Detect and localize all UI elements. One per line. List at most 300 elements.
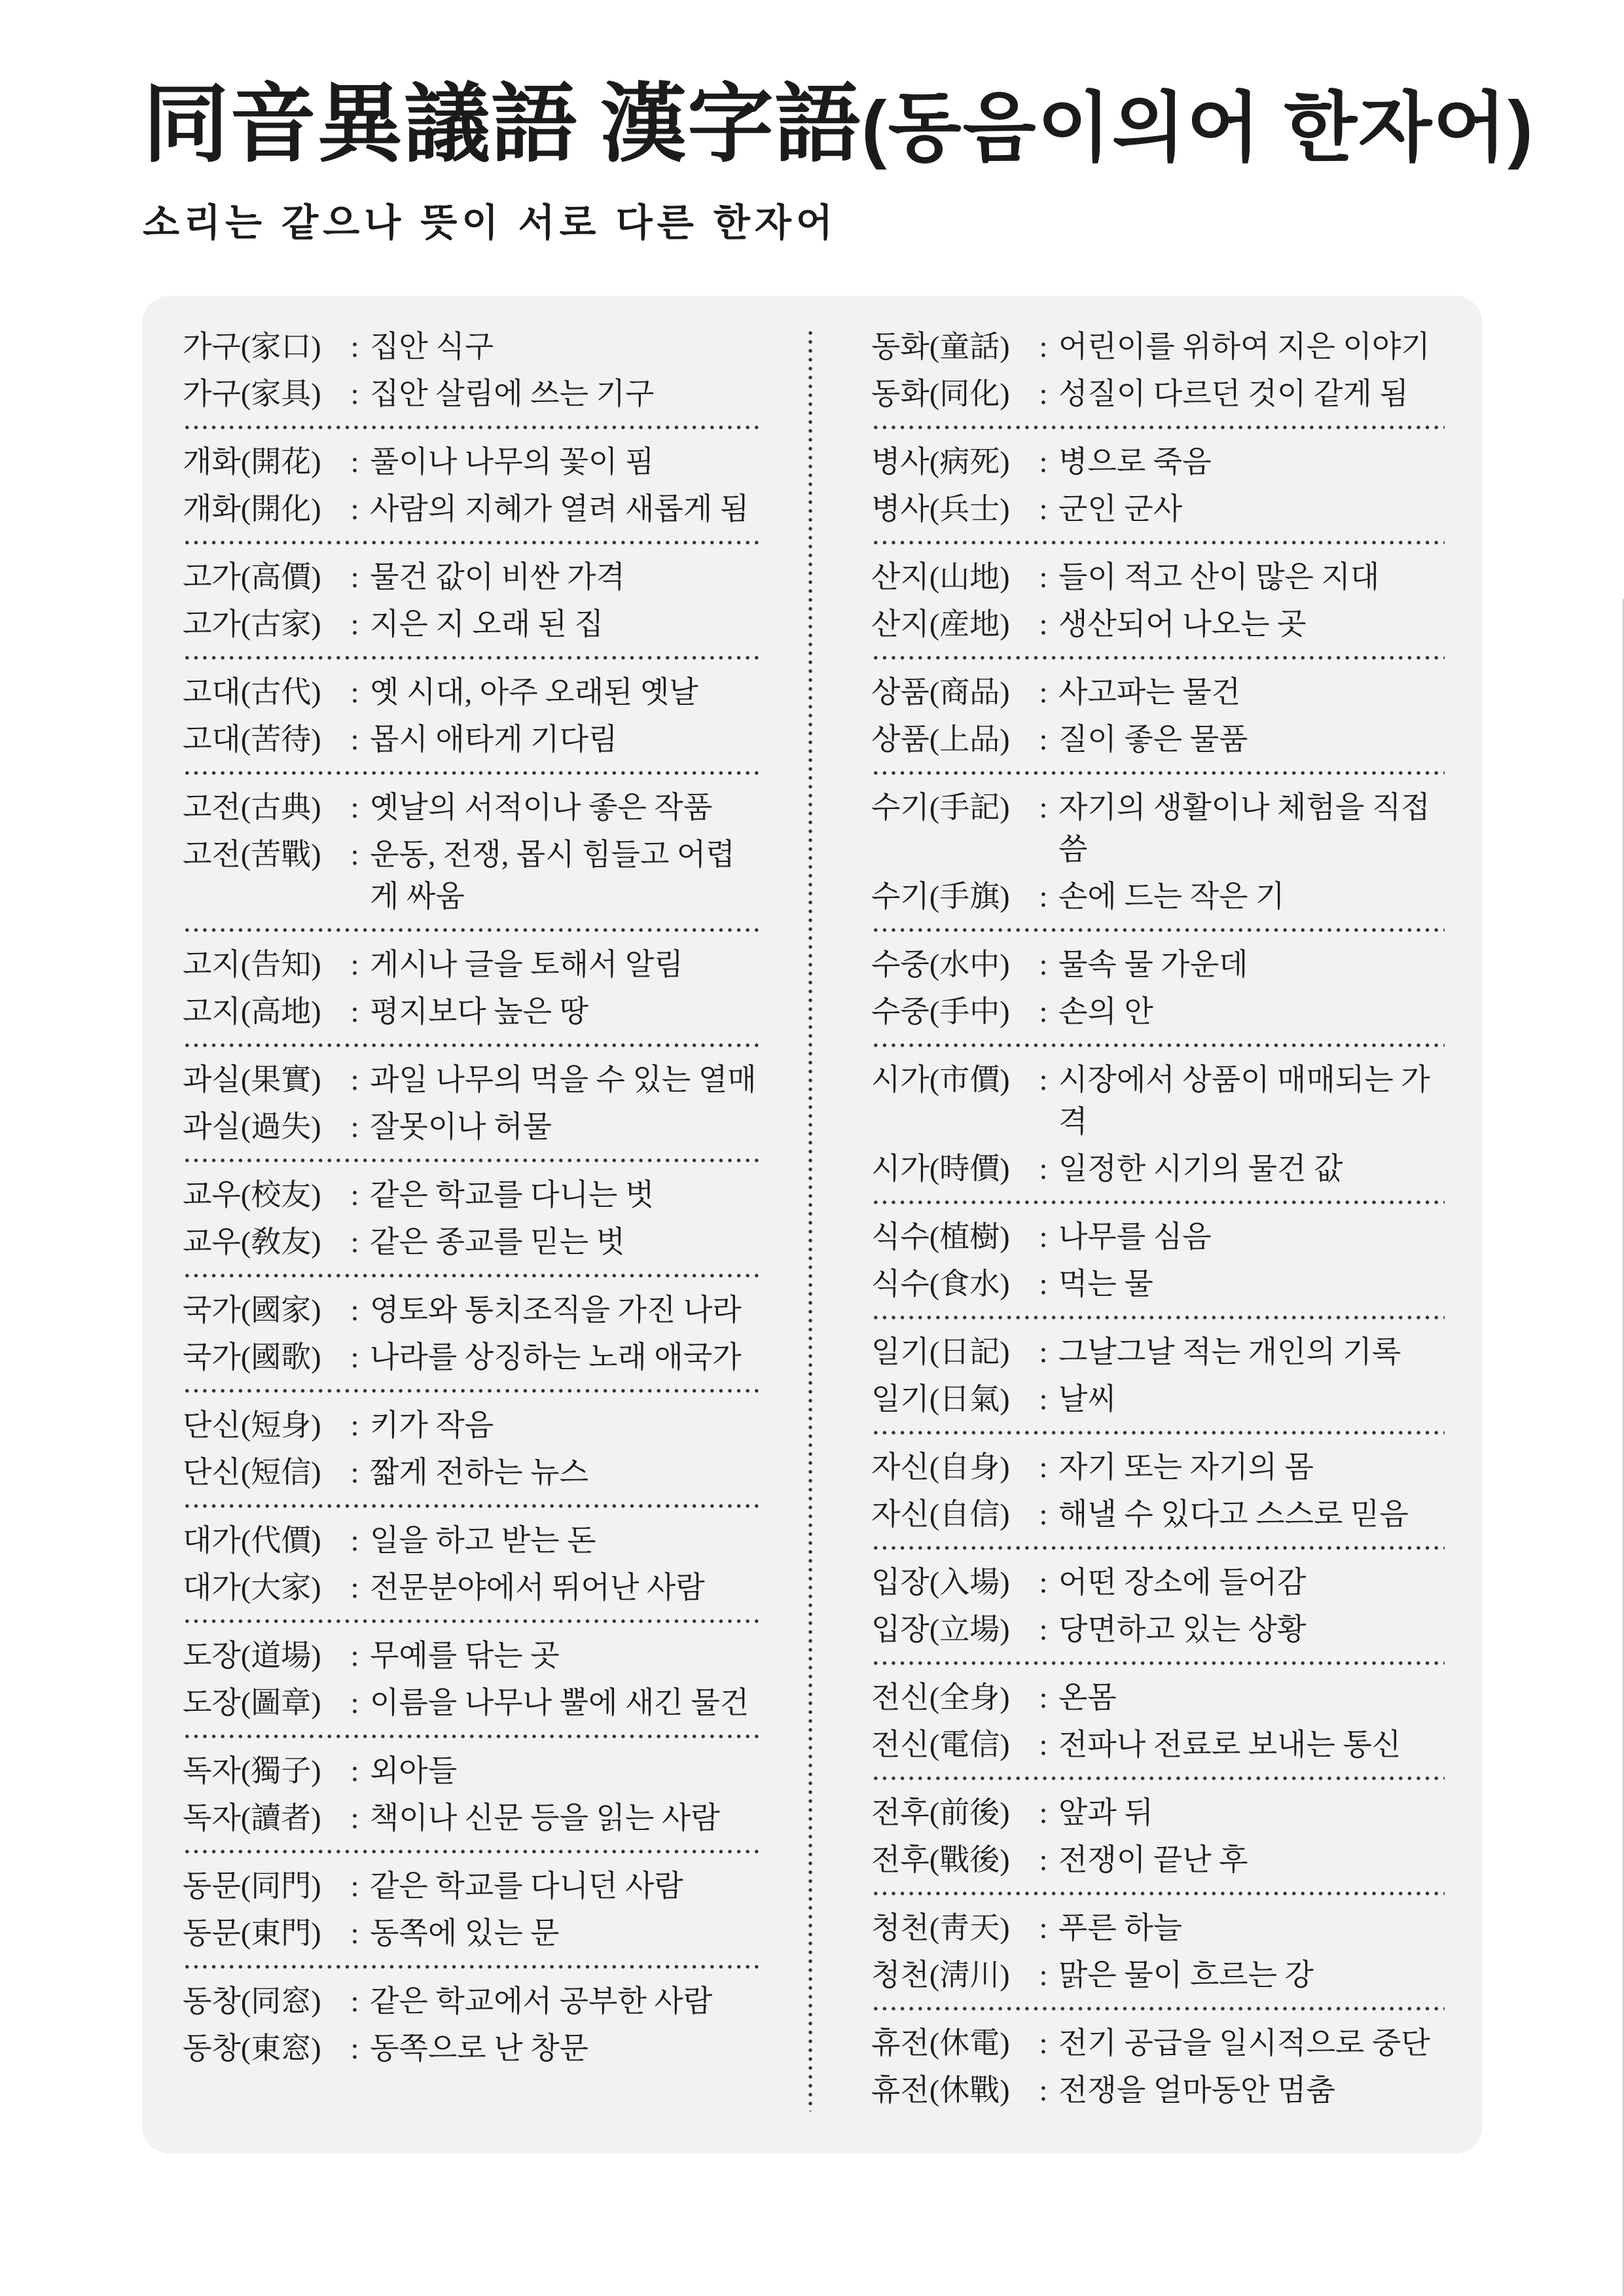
entry-definition: 전쟁이 끝난 후 [1058, 1843, 1248, 1876]
homonym-entry [871, 603, 1445, 645]
homonym-group [183, 1981, 760, 2070]
homonym-entry [871, 1059, 1445, 1143]
entry-definition: 동쪽으로 난 창문 [370, 2032, 589, 2065]
entry-colon: : [350, 560, 359, 594]
entry-colon: : [350, 1801, 359, 1835]
homonym-entry [183, 1106, 760, 1148]
dotted-separator [183, 425, 760, 429]
entry-definition: 어떤 장소에 들어감 [1058, 1566, 1307, 1599]
entry-term: 개화(開花) [183, 445, 321, 478]
entry-definition: 당면하고 있는 상황 [1058, 1613, 1307, 1646]
homonym-group [871, 1331, 1445, 1420]
entry-colon: : [1039, 1911, 1048, 1945]
entry-colon: : [1039, 1681, 1048, 1714]
entry-term: 시가(時價) [871, 1152, 1010, 1185]
entry-colon: : [1039, 1566, 1048, 1599]
entry-definition: 생산되어 나오는 곳 [1058, 607, 1307, 641]
homonym-entry [183, 787, 760, 829]
entry-colon: : [1039, 675, 1048, 709]
entry-definition: 시장에서 상품이 매매되는 가격 [1058, 1063, 1430, 1138]
entry-term: 고가(古家) [183, 607, 321, 641]
homonym-entry [871, 1263, 1445, 1305]
entry-term: 일기(日氣) [871, 1382, 1010, 1416]
entry-term: 입장(立場) [871, 1613, 1010, 1646]
entry-colon: : [350, 607, 359, 641]
entry-colon: : [350, 723, 359, 756]
entry-definition: 온몸 [1058, 1681, 1117, 1714]
entry-term: 동문(同門) [183, 1869, 321, 1903]
dotted-separator [871, 1316, 1445, 1319]
entry-definition: 물속 물 가운데 [1058, 948, 1248, 981]
entry-term: 가구(家口) [183, 330, 321, 363]
entry-colon: : [1039, 1220, 1048, 1253]
homonym-entry [183, 1336, 760, 1378]
entry-term: 교우(校友) [183, 1178, 321, 1211]
homonym-group [871, 787, 1445, 918]
entry-term: 대가(大家) [183, 1571, 321, 1604]
page-subtitle: 소리는 같으나 뜻이 서로 다른 한자어 [143, 202, 837, 245]
entry-definition: 외아들 [370, 1754, 458, 1787]
entry-definition: 집안 살림에 쓰는 기구 [370, 377, 655, 410]
entry-colon: : [350, 1639, 359, 1672]
homonym-group [183, 1289, 760, 1378]
entry-term: 병사(兵士) [871, 492, 1010, 526]
homonym-entry [871, 556, 1445, 598]
entry-colon: : [1039, 492, 1048, 526]
page-title-korean-paren: (동음이의어 한자어) [861, 85, 1534, 170]
entry-term: 동화(同化) [871, 377, 1010, 410]
dotted-separator [871, 771, 1445, 775]
dotted-separator [871, 2007, 1445, 2011]
entry-colon: : [1039, 1152, 1048, 1185]
entry-colon: : [350, 445, 359, 478]
homonym-entry [871, 1378, 1445, 1420]
dotted-separator [183, 1734, 760, 1738]
homonym-entry [183, 1405, 760, 1446]
homonym-entry [871, 1677, 1445, 1719]
homonym-entry [871, 1954, 1445, 1996]
column-right [820, 326, 1458, 2127]
entry-colon: : [1039, 1796, 1048, 1829]
entry-colon: : [1039, 560, 1048, 594]
entry-term: 식수(食水) [871, 1267, 1010, 1300]
dotted-separator [183, 1965, 760, 1969]
entry-term: 수중(水中) [871, 948, 1010, 981]
homonym-entry [871, 719, 1445, 761]
homonym-entry [871, 1446, 1445, 1488]
entry-term: 국가(國歌) [183, 1340, 321, 1374]
entry-definition: 손의 안 [1058, 995, 1153, 1028]
entry-definition: 나라를 상징하는 노래 애국가 [370, 1340, 742, 1374]
homonym-entry [183, 556, 760, 598]
entry-definition: 일을 하고 받는 돈 [370, 1524, 596, 1557]
entry-definition: 평지보다 높은 땅 [370, 995, 589, 1028]
homonym-group [871, 672, 1445, 761]
homonym-entry [183, 1797, 760, 1839]
entry-term: 전후(戰後) [871, 1843, 1010, 1876]
homonym-group [871, 1059, 1445, 1190]
entry-definition: 들이 적고 산이 많은 지대 [1058, 560, 1380, 594]
entry-colon: : [350, 1456, 359, 1489]
homonym-group [183, 326, 760, 415]
entry-colon: : [1039, 1267, 1048, 1300]
homonym-group [871, 1677, 1445, 1766]
entry-term: 입장(入場) [871, 1566, 1010, 1599]
entry-colon: : [1039, 377, 1048, 410]
homonym-group [183, 1635, 760, 1724]
homonym-entry [871, 1562, 1445, 1604]
entry-term: 청천(靑天) [871, 1911, 1010, 1945]
entry-term: 도장(圖章) [183, 1686, 321, 1719]
content-panel [142, 296, 1483, 2153]
dotted-separator [871, 541, 1445, 545]
homonym-entry [871, 326, 1445, 368]
column-left [183, 326, 820, 2127]
homonym-entry [871, 1216, 1445, 1258]
entry-term: 식수(植樹) [871, 1220, 1010, 1253]
entry-term: 동문(東門) [183, 1916, 321, 1950]
homonym-entry [183, 1289, 760, 1331]
dotted-separator [183, 1274, 760, 1278]
homonym-entry [871, 787, 1445, 870]
dotted-separator [183, 928, 760, 932]
entry-definition: 잘못이나 허물 [370, 1110, 552, 1143]
entry-definition: 무예를 닦는 곳 [370, 1639, 560, 1672]
dotted-separator [871, 1776, 1445, 1780]
entry-colon: : [350, 1754, 359, 1787]
dotted-separator [871, 656, 1445, 660]
entry-colon: : [350, 377, 359, 410]
dotted-separator [183, 656, 760, 660]
entry-term: 고가(高價) [183, 560, 321, 594]
homonym-entry [871, 1839, 1445, 1881]
entry-definition: 성질이 다르던 것이 같게 됨 [1058, 377, 1409, 410]
homonym-group [871, 1907, 1445, 1996]
entry-definition: 맑은 물이 흐르는 강 [1058, 1958, 1314, 1992]
entry-colon: : [350, 1984, 359, 2018]
homonym-entry [183, 834, 760, 918]
page-title-hanja: 同音異議語 漢字語 [143, 77, 861, 173]
entry-term: 개화(開化) [183, 492, 321, 526]
entry-definition: 그날그날 적는 개인의 기록 [1058, 1335, 1401, 1369]
entry-colon: : [1039, 1450, 1048, 1484]
dotted-separator [183, 1389, 760, 1393]
entry-definition: 앞과 뒤 [1058, 1796, 1153, 1829]
homonym-entry [871, 1792, 1445, 1834]
dotted-separator [183, 541, 760, 545]
homonym-group [871, 1216, 1445, 1305]
entry-colon: : [1039, 1613, 1048, 1646]
entry-definition: 이름을 나무나 뿔에 새긴 물건 [370, 1686, 749, 1719]
entry-colon: : [1039, 2073, 1048, 2107]
entry-colon: : [350, 1178, 359, 1211]
homonym-entry [871, 1724, 1445, 1766]
dotted-separator [183, 1850, 760, 1854]
homonym-group [183, 1405, 760, 1494]
entry-definition: 먹는 물 [1058, 1267, 1153, 1300]
dotted-separator [871, 425, 1445, 429]
entry-definition: 같은 학교를 다니던 사람 [370, 1869, 683, 1903]
homonym-group [183, 1865, 760, 1954]
entry-definition: 물건 값이 비싼 가격 [370, 560, 625, 594]
homonym-entry [871, 2022, 1445, 2064]
entry-colon: : [350, 1340, 359, 1374]
entry-term: 전신(全身) [871, 1681, 1010, 1714]
entry-term: 과실(過失) [183, 1110, 321, 1143]
entry-colon: : [1039, 880, 1048, 913]
homonym-entry [183, 991, 760, 1033]
homonym-entry [183, 488, 760, 530]
homonym-entry [871, 373, 1445, 415]
entry-term: 도장(道場) [183, 1639, 321, 1672]
homonym-entry [871, 672, 1445, 713]
entry-definition: 자기 또는 자기의 몸 [1058, 1450, 1314, 1484]
entry-colon: : [350, 1869, 359, 1903]
dotted-separator [871, 1661, 1445, 1665]
homonym-entry [871, 1907, 1445, 1949]
dotted-separator [871, 1431, 1445, 1435]
entry-definition: 전쟁을 얼마동안 멈춤 [1058, 2073, 1335, 2107]
column-divider-dotted-line [808, 329, 812, 2111]
homonym-entry [183, 1981, 760, 2022]
homonym-entry [183, 1865, 760, 1907]
homonym-group [871, 2022, 1445, 2111]
entry-term: 자신(自身) [871, 1450, 1010, 1484]
entry-colon: : [1039, 948, 1048, 981]
entry-colon: : [350, 791, 359, 824]
entry-definition: 전문분야에서 뛰어난 사람 [370, 1571, 705, 1604]
entry-colon: : [1039, 1335, 1048, 1369]
homonym-entry [183, 1520, 760, 1562]
entry-term: 고전(苦戰) [183, 838, 321, 871]
entry-definition: 키가 작음 [370, 1408, 494, 1442]
entry-colon: : [350, 1916, 359, 1950]
entry-colon: : [1039, 1382, 1048, 1416]
entry-colon: : [1039, 1063, 1048, 1096]
entry-definition: 해낼 수 있다고 스스로 믿음 [1058, 1498, 1409, 1531]
entry-definition: 나무를 심음 [1058, 1220, 1212, 1253]
entry-colon: : [350, 948, 359, 981]
entry-colon: : [350, 1686, 359, 1719]
entry-colon: : [1039, 445, 1048, 478]
homonym-entry [871, 991, 1445, 1033]
homonym-entry [871, 1148, 1445, 1190]
homonym-group [871, 1562, 1445, 1651]
homonym-group [183, 1520, 760, 1609]
homonym-entry [871, 2070, 1445, 2111]
entry-colon: : [350, 492, 359, 526]
entry-definition: 군인 군사 [1058, 492, 1183, 526]
entry-term: 고지(告知) [183, 948, 321, 981]
entry-colon: : [350, 1293, 359, 1327]
entry-term: 고전(古典) [183, 791, 321, 824]
dotted-separator [183, 1619, 760, 1623]
entry-term: 산지(山地) [871, 560, 1010, 594]
homonym-group [183, 787, 760, 918]
entry-definition: 푸른 하늘 [1058, 1911, 1183, 1945]
homonym-entry [871, 441, 1445, 483]
homonym-entry [183, 1912, 760, 1954]
homonym-group [183, 944, 760, 1033]
entry-definition: 질이 좋은 물품 [1058, 723, 1248, 756]
dotted-separator [871, 1546, 1445, 1550]
homonym-group [183, 1174, 760, 1263]
entry-term: 동창(同窓) [183, 1984, 321, 2018]
entry-term: 휴전(休電) [871, 2026, 1010, 2060]
entry-colon: : [1039, 1843, 1048, 1876]
dotted-separator [183, 1043, 760, 1047]
homonym-entry [183, 603, 760, 645]
homonym-entry [183, 373, 760, 415]
dotted-separator [871, 1200, 1445, 1204]
homonym-group [183, 1059, 760, 1148]
entry-definition: 집안 식구 [370, 330, 494, 363]
homonym-entry [183, 441, 760, 483]
entry-colon: : [350, 1571, 359, 1604]
entry-term: 독자(讀者) [183, 1801, 321, 1835]
homonym-entry [183, 672, 760, 713]
homonym-entry [183, 2028, 760, 2070]
entry-term: 산지(産地) [871, 607, 1010, 641]
entry-definition: 몹시 애타게 기다림 [370, 723, 618, 756]
entry-definition: 전기 공급을 일시적으로 중단 [1058, 2026, 1430, 2060]
entry-term: 동창(東窓) [183, 2032, 321, 2065]
homonym-entry [871, 1331, 1445, 1373]
homonym-entry [183, 326, 760, 368]
entry-term: 가구(家具) [183, 377, 321, 410]
page-title [143, 77, 1534, 172]
entry-term: 수기(手旗) [871, 880, 1010, 913]
entry-definition: 과일 나무의 먹을 수 있는 열매 [370, 1063, 757, 1096]
homonym-group [183, 556, 760, 645]
entry-colon: : [350, 1063, 359, 1096]
entry-colon: : [1039, 791, 1048, 824]
homonym-entry [871, 1494, 1445, 1535]
homonym-entry [871, 1609, 1445, 1651]
homonym-group [871, 944, 1445, 1033]
dotted-separator [871, 1892, 1445, 1895]
entry-definition: 전파나 전료로 보내는 통신 [1058, 1728, 1401, 1761]
homonym-group [871, 1446, 1445, 1535]
entry-colon: : [1039, 723, 1048, 756]
entry-term: 과실(果實) [183, 1063, 321, 1096]
entry-colon: : [1039, 1498, 1048, 1531]
homonym-entry [871, 944, 1445, 986]
entry-definition: 같은 학교에서 공부한 사람 [370, 1984, 713, 2018]
entry-definition: 지은 지 오래 된 집 [370, 607, 604, 641]
entry-term: 단신(短身) [183, 1408, 321, 1442]
entry-definition: 같은 종교를 믿는 벗 [370, 1225, 625, 1259]
entry-colon: : [350, 1524, 359, 1557]
entry-term: 전후(前後) [871, 1796, 1010, 1829]
entry-definition: 풀이나 나무의 꽃이 핌 [370, 445, 655, 478]
entry-colon: : [1039, 607, 1048, 641]
entry-colon: : [350, 1408, 359, 1442]
entry-term: 단신(短信) [183, 1456, 321, 1489]
entry-term: 시가(市價) [871, 1063, 1010, 1096]
entry-definition: 짧게 전하는 뉴스 [370, 1456, 589, 1489]
entry-definition: 일정한 시기의 물건 값 [1058, 1152, 1343, 1185]
entry-colon: : [350, 838, 359, 871]
entry-term: 병사(病死) [871, 445, 1010, 478]
entry-definition: 게시나 글을 토해서 알림 [370, 948, 683, 981]
entry-definition: 동쪽에 있는 문 [370, 1916, 560, 1950]
homonym-entry [183, 1221, 760, 1263]
entry-term: 고지(高地) [183, 995, 321, 1028]
entry-term: 독자(獨子) [183, 1754, 321, 1787]
entry-definition: 자기의 생활이나 체험을 직접 씀 [1058, 791, 1430, 866]
entry-term: 국가(國家) [183, 1293, 321, 1327]
entry-colon: : [1039, 1728, 1048, 1761]
entry-definition: 운동, 전쟁, 몹시 힘들고 어렵게 싸움 [370, 838, 735, 913]
entry-term: 전신(電信) [871, 1728, 1010, 1761]
entry-definition: 날씨 [1058, 1382, 1117, 1416]
entry-term: 교우(敎友) [183, 1225, 321, 1259]
homonym-entry [871, 876, 1445, 918]
entry-term: 고대(古代) [183, 675, 321, 709]
entry-definition: 옛날의 서적이나 좋은 작품 [370, 791, 713, 824]
homonym-entry [183, 1567, 760, 1609]
homonym-entry [183, 1174, 760, 1216]
entry-definition: 같은 학교를 다니는 벗 [370, 1178, 655, 1211]
entry-definition: 사고파는 물건 [1058, 675, 1241, 709]
columns-wrapper [142, 296, 1483, 2153]
entry-colon: : [350, 1110, 359, 1143]
homonym-entry [183, 944, 760, 986]
entry-definition: 책이나 신문 등을 읽는 사람 [370, 1801, 720, 1835]
entry-term: 상품(商品) [871, 675, 1010, 709]
entry-colon: : [350, 2032, 359, 2065]
homonym-entry [183, 1682, 760, 1724]
entry-term: 동화(童話) [871, 330, 1010, 363]
entry-colon: : [1039, 330, 1048, 363]
entry-definition: 옛 시대, 아주 오래된 옛날 [370, 675, 698, 709]
entry-term: 일기(日記) [871, 1335, 1010, 1369]
homonym-group [183, 441, 760, 530]
dotted-separator [871, 1043, 1445, 1047]
homonym-entry [183, 1635, 760, 1677]
homonym-entry [183, 1750, 760, 1792]
entry-colon: : [350, 1225, 359, 1259]
entry-definition: 어린이를 위하여 지은 이야기 [1058, 330, 1430, 363]
homonym-group [871, 441, 1445, 530]
dotted-separator [871, 928, 1445, 932]
homonym-group [183, 1750, 760, 1839]
entry-term: 상품(上品) [871, 723, 1010, 756]
dotted-separator [183, 1504, 760, 1508]
entry-definition: 병으로 죽음 [1058, 445, 1212, 478]
entry-term: 휴전(休戰) [871, 2073, 1010, 2107]
dotted-separator [183, 1158, 760, 1162]
homonym-group [871, 326, 1445, 415]
entry-term: 청천(淸川) [871, 1958, 1010, 1992]
entry-term: 수중(手中) [871, 995, 1010, 1028]
homonym-entry [183, 1452, 760, 1494]
entry-term: 대가(代價) [183, 1524, 321, 1557]
entry-term: 자신(自信) [871, 1498, 1010, 1531]
homonym-group [871, 1792, 1445, 1881]
homonym-group [183, 672, 760, 761]
page-header [143, 77, 1534, 247]
homonym-entry [183, 719, 760, 761]
dotted-separator [183, 771, 760, 775]
entry-colon: : [350, 995, 359, 1028]
entry-colon: : [1039, 1958, 1048, 1992]
entry-colon: : [350, 330, 359, 363]
entry-definition: 손에 드는 작은 기 [1058, 880, 1285, 913]
homonym-entry [871, 488, 1445, 530]
entry-colon: : [350, 675, 359, 709]
